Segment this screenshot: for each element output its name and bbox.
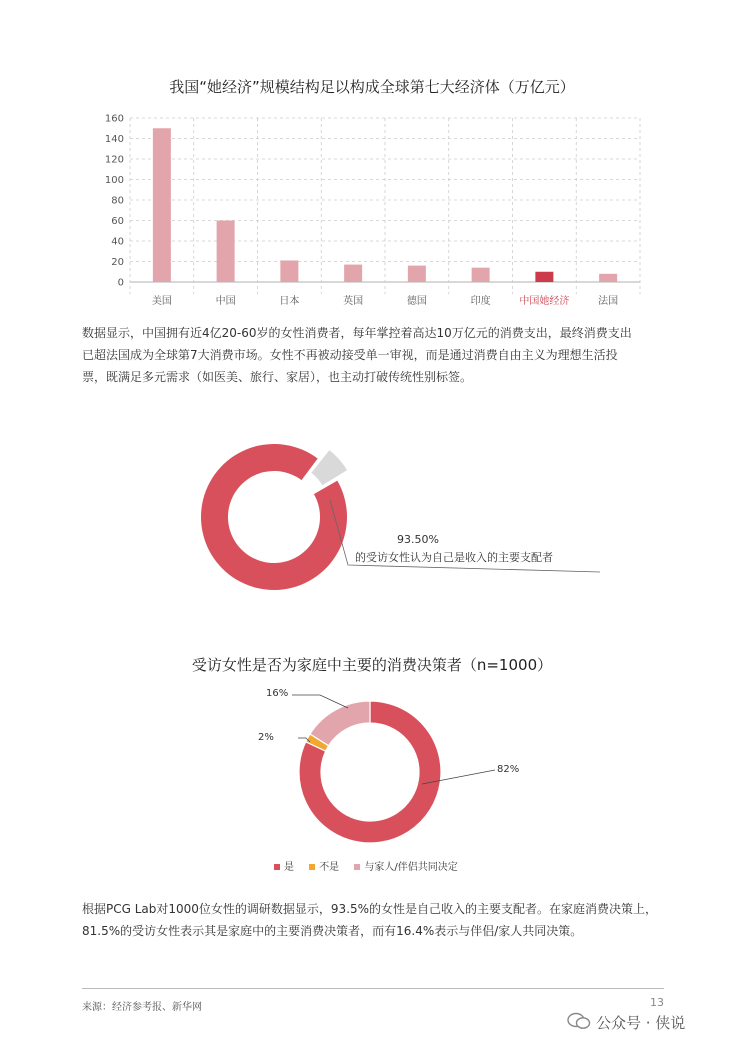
bar-section-paragraph [82, 322, 672, 388]
bar-chart-title: 我国“她经济”规模结构足以构成全球第七大经济体（万亿元） [169, 78, 575, 96]
donut1-caption: 的受访女性认为自己是收入的主要支配者 [355, 551, 553, 564]
donut1-value-label: 93.50% [397, 533, 439, 546]
donut2-paragraph [82, 898, 682, 942]
y-tick-label: 160 [104, 113, 124, 125]
paragraph-line: 81.5%的受访女性表示其是家庭中的主要消费决策者，而有16.4%表示与伴侣/家人共同决策。 [82, 924, 583, 938]
y-tick-label: 60 [111, 216, 124, 227]
x-category-label: 美国 [151, 296, 172, 307]
donut2-label-joint: 16% [266, 688, 289, 699]
x-category-label: 中国她经济 [519, 296, 570, 307]
legend-label: 是 [284, 862, 294, 873]
bar-0 [153, 128, 171, 282]
x-category-label: 日本 [279, 296, 300, 307]
y-tick-label: 40 [111, 236, 124, 248]
paragraph-line: 已超法国成为全球第7大消费市场。女性不再被动接受单一审视，而是通过消费自由主义为理想生活投 [82, 348, 618, 362]
y-tick-label: 20 [111, 257, 124, 268]
legend-swatch [309, 864, 315, 870]
x-category-label: 印度 [470, 296, 491, 307]
legend-item [262, 862, 294, 873]
legend-swatch [354, 864, 360, 870]
x-category-label: 英国 [343, 296, 364, 307]
bar-4 [408, 266, 426, 282]
legend-item [297, 862, 339, 873]
bar-7 [599, 274, 617, 282]
bar-chart [92, 106, 652, 311]
leader-line-joint [292, 695, 348, 708]
donut2-legend [262, 858, 458, 873]
page-number: 13 [650, 996, 664, 1009]
y-tick-label: 100 [104, 175, 124, 186]
bar-2 [280, 260, 298, 282]
donut2-label-yes: 82% [497, 764, 520, 775]
x-category-label: 德国 [406, 296, 427, 307]
bar-5 [472, 268, 490, 282]
y-tick-label: 0 [117, 277, 124, 289]
paragraph-line: 票，既满足多元需求（如医美、旅行、家居），也主动打破传统性别标签。 [82, 370, 473, 384]
footer-divider [82, 988, 664, 989]
bar-6 [535, 272, 553, 282]
donut1-slice-rest [311, 450, 347, 485]
income-donut-chart [190, 430, 610, 605]
y-tick-label: 140 [104, 134, 124, 145]
wechat-icon [567, 1012, 591, 1030]
legend-label: 与家人/伴侣共同决定 [364, 862, 458, 873]
legend-swatch [274, 864, 280, 870]
donut2-slice-2 [310, 701, 370, 746]
legend-label: 不是 [319, 862, 340, 873]
paragraph-line: 数据显示，中国拥有近4亿20-60岁的女性消费者，每年掌控着高达10万亿元的消费支出，最终消费支出 [82, 326, 632, 340]
x-category-label: 中国 [215, 296, 236, 307]
y-tick-label: 80 [111, 195, 124, 207]
decision-donut-chart [240, 680, 540, 860]
legend-item [342, 862, 457, 873]
y-tick-label: 120 [104, 154, 124, 166]
paragraph-line: 根据PCG Lab对1000位女性的调研数据显示，93.5%的女性是自己收入的主要支配者。在家庭消费决策上， [82, 902, 658, 916]
footer-source: 来源：经济参考报、新华网 [82, 1002, 202, 1013]
donut2-title: 受访女性是否为家庭中主要的消费决策者（n=1000） [191, 656, 553, 674]
bar-1 [217, 221, 235, 283]
donut2-label-no: 2% [258, 732, 274, 743]
watermark-text: 公众号 · 侠说 [596, 1014, 686, 1032]
bar-3 [344, 265, 362, 282]
x-category-label: 法国 [598, 296, 619, 307]
